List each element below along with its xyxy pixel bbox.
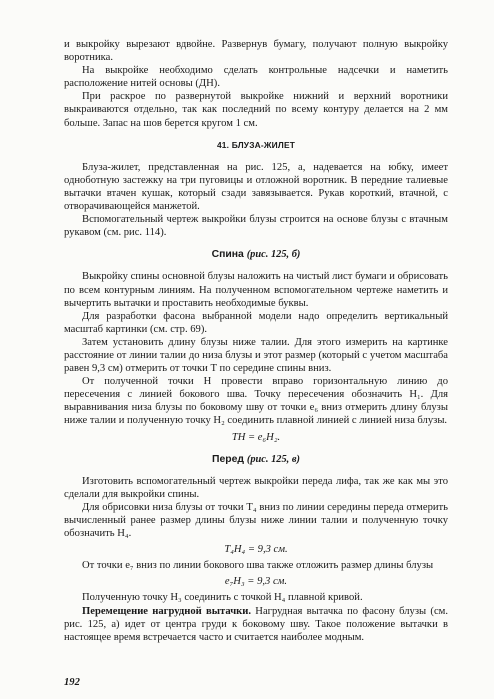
paragraph: Выкройку спины основной блузы наложить на чистый лист бумаги и обрисовать по всем контурным линиям. На полученном вспомогательном чертеже наметить и вычертить вытачки и проставить необходимые буквы. bbox=[64, 271, 448, 309]
page-number: 192 bbox=[64, 677, 80, 688]
section-title: 41. БЛУЗА-ЖИЛЕТ bbox=[216, 139, 296, 150]
paragraph: Блуза-жилет, представленная на рис. 125, а, надевается на юбку, имеет одноботную застежку на три пуговицы и отложной воротник. В передние талиевые вытачки втачен кушак, который сзади завязывается. Рукав короткий, втачной, с отворачивающейся манжетой. bbox=[64, 161, 448, 213]
subsection-title-front-text: Перед bbox=[212, 453, 244, 465]
paragraph: Для обрисовки низа блузы от точки Т₄ вниз по линии середины переда отмерить вычисленный ранее размер длины блузы ниже линии талии и полученную точку обозначить Н₄. bbox=[64, 501, 448, 540]
paragraph: Затем установить длину блузы ниже талии. Для этого измерить на картинке расстояние от линии талии до низа блузы и этот размер (который с учетом масштаба равен 9,3 см) отмерить от точки Т по середине спины вниз. bbox=[64, 336, 448, 375]
formula: е₇Н₃ = 9,3 см. bbox=[224, 576, 288, 588]
subsection-title-back bbox=[64, 248, 448, 261]
paragraph: При раскрое по развернутой выкройке нижний и верхний воротники выкраиваются отдельно, так как последний по всему контуру делается на 2 мм больше. Запас на шов берется кругом 1 см. bbox=[64, 91, 448, 129]
subsection-title-front-ref: (рис. 125, в) bbox=[246, 453, 300, 465]
subsection-title-back-ref: (рис. 125, б) bbox=[246, 249, 301, 261]
paragraph-lead-bold: Перемещение нагрудной вытачки. bbox=[82, 605, 252, 617]
paragraph: и выкройку вырезают вдвойне. Развернув бумагу, получают полную выкройку воротника. bbox=[64, 39, 448, 64]
paragraph: На выкройке необходимо сделать контрольные надсечки и наметить расположение нитей основы (ДН). bbox=[64, 65, 448, 90]
paragraph: Изготовить вспомогательный чертеж выкройки переда лифа, так же как мы это сделали для выкройки спины. bbox=[64, 475, 448, 500]
paragraph: От точки е₇ вниз по линии бокового шва также отложить размер длины блузы bbox=[82, 560, 434, 572]
paragraph: Полученную точку Н₃ соединить с точкой Н₄ плавной кривой. bbox=[82, 592, 363, 604]
subsection-title-back-text: Спина bbox=[211, 249, 244, 261]
subsection-title-front bbox=[64, 453, 448, 466]
paragraph bbox=[64, 605, 448, 644]
paragraph: Для разработки фасона выбранной модели надо определить вертикальный масштаб картинки (см. стр. 69). bbox=[64, 310, 448, 335]
paragraph: От полученной точки Н провести вправо горизонтальную линию до пересечения с линией бокового шва. Точку пересечения обозначить Н₁. Для выравнивания низа блузы по боковому шву от точки е₆ вниз отмерить длину блузы ниже талии и полученную точку Н₂ соединить плавной линией с линией низа блузы. bbox=[64, 376, 448, 427]
formula: ТН = е₆Н₂. bbox=[231, 431, 281, 443]
paragraph-rest: Нагрудная вытачка по фасону блузы (см. рис. 125, а) идет от центра груди к боковому шву. Такое положение вытачки в настоящее время встречается часто и считается наиболее модным. bbox=[64, 605, 448, 643]
formula: Т₄Н₄ = 9,3 см. bbox=[224, 544, 288, 556]
paragraph: Вспомогательный чертеж выкройки блузы строится на основе блузы с втачным рукавом (см. рис. 114). bbox=[64, 214, 448, 239]
